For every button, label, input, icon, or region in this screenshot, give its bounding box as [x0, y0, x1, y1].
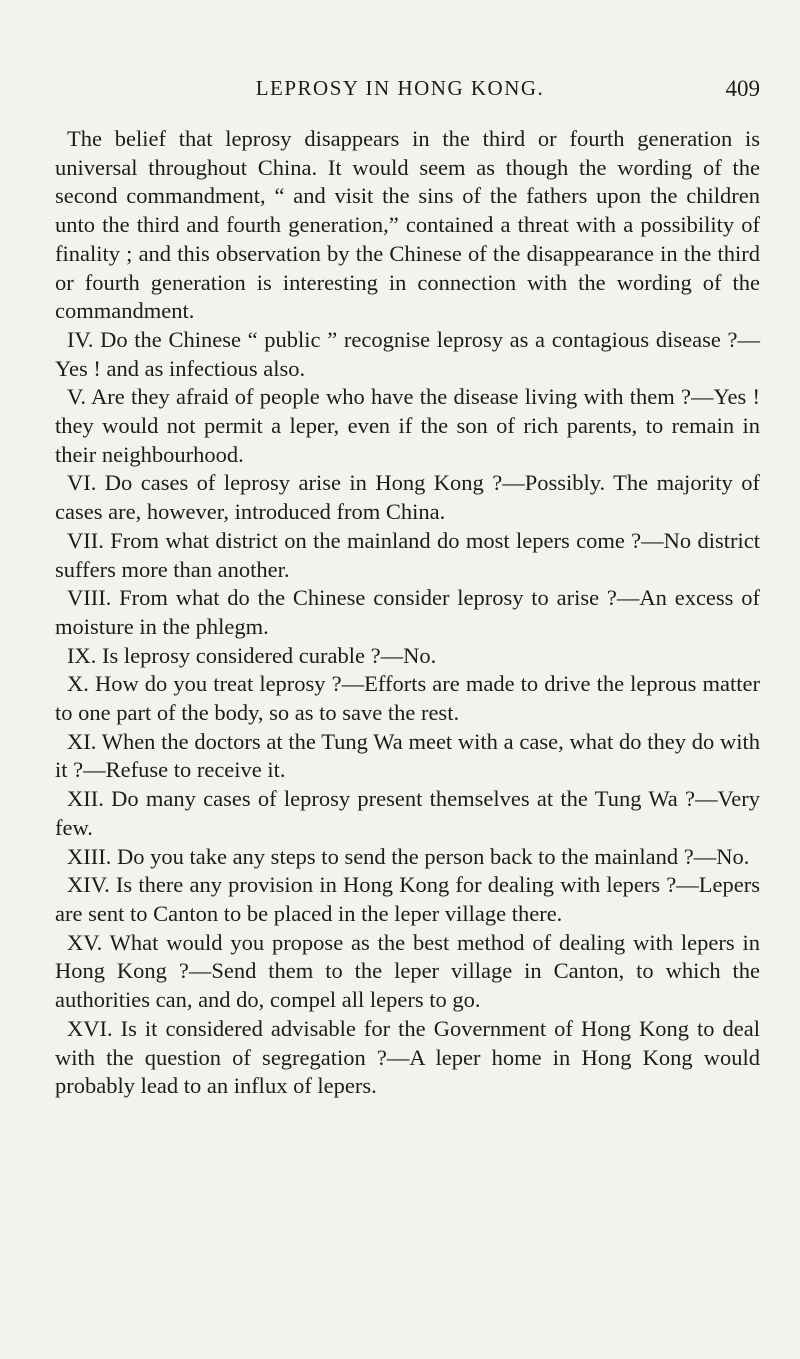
- paragraph-question-xi: XI. When the doctors at the Tung Wa meet with a case, what do they do with it ?—Refuse to receive it.: [55, 728, 760, 783]
- paragraph-question-v: V. Are they afraid of people who have the disease living with them ?—Yes ! they would not permit a leper, even if the son of rich parents, to remain in their neighbourhood.: [55, 384, 760, 467]
- paragraph-question-viii: VIII. From what do the Chinese consider leprosy to arise ?—An excess of moisture in the phlegm.: [55, 585, 760, 639]
- paragraph-question-xiv: XIV. Is there any provision in Hong Kong for dealing with lepers ?—Lepers are sent to Canton to be placed in the leper village there.: [55, 872, 760, 926]
- paragraph-question-vii: VII. From what district on the mainland do most lepers come ?—No district suffers more than another.: [55, 527, 760, 582]
- paragraph-question-xvi: XVI. Is it considered advisable for the Government of Hong Kong to deal with the question of segregation ?—A leper home in Hong Kong would probably lead to an influx of lepers.: [55, 1015, 760, 1099]
- running-head: [40, 76, 760, 108]
- paragraph-question-x: X. How do you treat leprosy ?—Efforts are made to drive the leprous matter to one part of the body, so as to save the rest.: [55, 671, 760, 726]
- running-head-title: LEPROSY IN HONG KONG.: [255, 76, 545, 100]
- paragraph-question-ix: IX. Is leprosy considered curable ?—No.: [67, 642, 437, 668]
- paragraph-question-xii: XII. Do many cases of leprosy present themselves at the Tung Wa ?—Very few.: [55, 786, 760, 840]
- paragraph-question-iv: IV. Do the Chinese “ public ” recognise leprosy as a contagious disease ?—Yes ! and as infectious also.: [55, 326, 760, 381]
- body-text: [55, 125, 760, 1101]
- paragraph-intro: The belief that leprosy disappears in the third or fourth generation is universal throughout China. It would seem as though the wording of the second commandment, “ and visit the sins of the fathers upon the children unto the third and fourth generation,” contained a threat with a possibility of finality ; and this observation by the Chinese of the disappearance in the third or fourth generation is interesting in connection with the wording of the commandment.: [55, 126, 760, 324]
- paragraph-question-vi: VI. Do cases of leprosy arise in Hong Kong ?—Possibly. The majority of cases are, however, introduced from China.: [55, 470, 760, 525]
- paragraph-question-xiii: XIII. Do you take any steps to send the person back to the mainland ?—No.: [67, 843, 750, 869]
- page-number: 409: [725, 76, 760, 101]
- paragraph-question-xv: XV. What would you propose as the best method of dealing with lepers in Hong Kong ?—Send them to the leper village in Canton, to which the authorities can, and do, compel all lepers to go.: [55, 929, 760, 1013]
